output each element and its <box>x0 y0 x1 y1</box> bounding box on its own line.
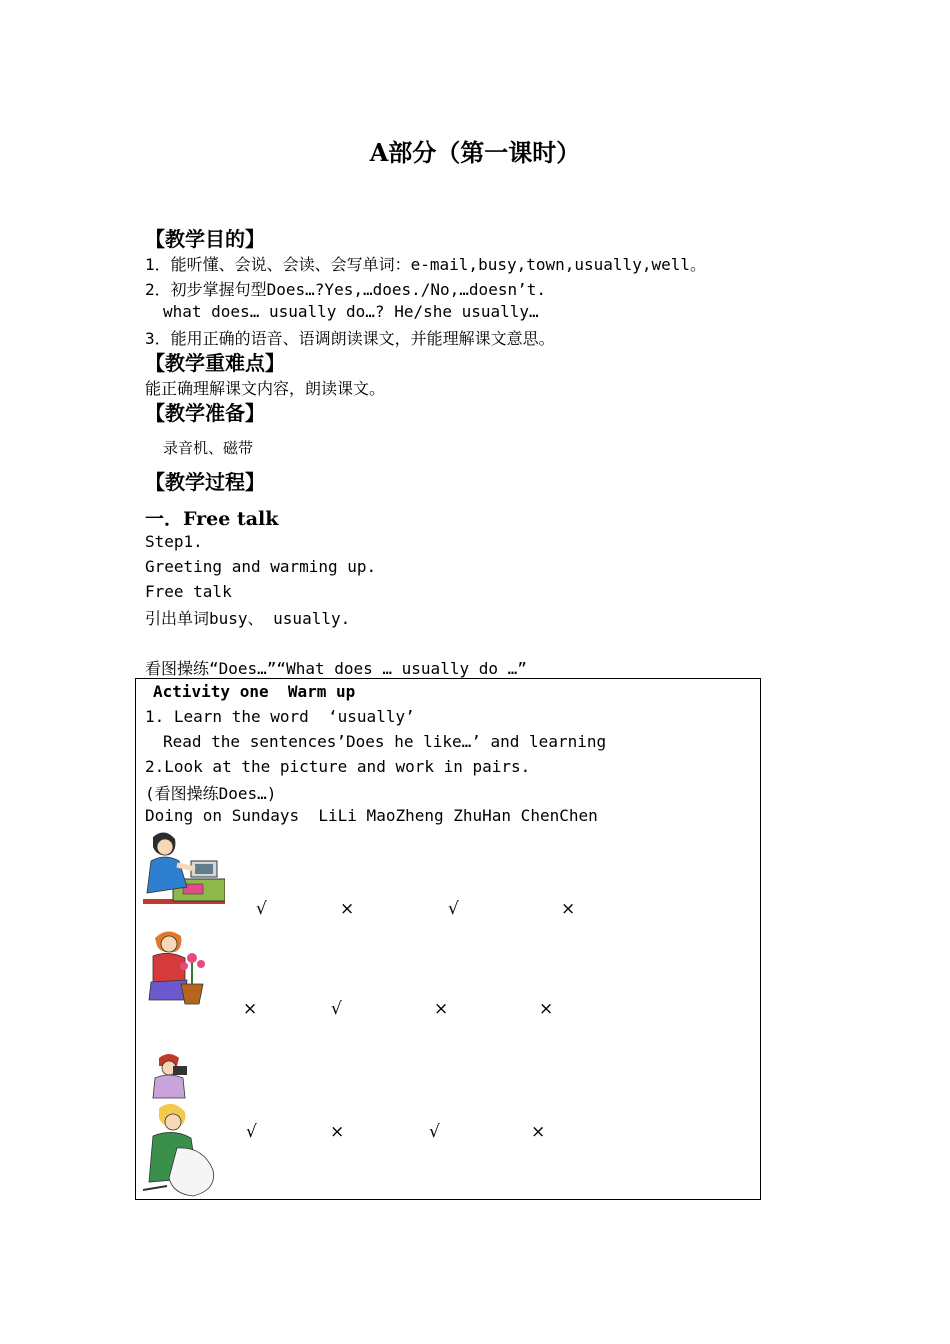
activity-line-4: (看图操练Does…) <box>145 784 277 803</box>
objective-line-2: 2．初步掌握句型Does…?Yes,…does./No,…doesn’t. <box>145 280 546 299</box>
objective-line-2b: what does… usually do…? He/she usually… <box>163 302 539 321</box>
process-line-4: 引出单词busy、 usually. <box>145 609 351 628</box>
row3-lili-mark: √ <box>246 1122 257 1142</box>
row1-chenchen-mark: × <box>561 899 576 919</box>
key-points-heading: 【教学重难点】 <box>145 351 285 375</box>
process-subheading: 一．Free talk <box>145 508 279 530</box>
process-line-3: Free talk <box>145 582 232 601</box>
objectives-heading: 【教学目的】 <box>145 227 265 251</box>
preparation-text: 录音机、磁带 <box>163 439 254 457</box>
computer-girl-illustration <box>143 829 225 907</box>
row3-zhuhan-mark: √ <box>429 1122 440 1142</box>
key-points-text: 能正确理解课文内容，朗读课文。 <box>145 379 386 398</box>
row3-chenchen-mark: × <box>531 1122 546 1142</box>
process-line-2: Greeting and warming up. <box>145 557 377 576</box>
photo-sewing-illustration <box>143 1050 219 1200</box>
gardening-boy-illustration <box>145 928 215 1006</box>
row2-lili-mark: × <box>243 999 258 1019</box>
activity-line-5: Doing on Sundays LiLi MaoZheng ZhuHan ChenChen <box>145 806 598 825</box>
row1-maozheng-mark: × <box>340 899 355 919</box>
process-line-5: 看图操练“Does…”“What does … usually do …” <box>145 659 527 678</box>
row1-lili-mark: √ <box>256 899 267 919</box>
row2-maozheng-mark: √ <box>331 999 342 1019</box>
activity-line-1: 1. Learn the word ‘usually’ <box>145 707 415 726</box>
process-heading: 【教学过程】 <box>145 470 265 494</box>
process-line-1: Step1. <box>145 532 203 551</box>
activity-title: Activity one Warm up <box>153 682 356 701</box>
row2-chenchen-mark: × <box>539 999 554 1019</box>
activity-line-3: 2.Look at the picture and work in pairs. <box>145 757 531 776</box>
objective-line-1: 1．能听懂、会说、会读、会写单词：e-mail,busy,town,usually,well。 <box>145 255 706 274</box>
page-title: A部分（第一课时） <box>369 138 581 167</box>
row3-maozheng-mark: × <box>330 1122 345 1142</box>
activity-line-2: Read the sentences’Does he like…’ and learning <box>163 732 607 751</box>
row1-zhuhan-mark: √ <box>448 899 459 919</box>
row2-zhuhan-mark: × <box>434 999 449 1019</box>
preparation-heading: 【教学准备】 <box>145 401 265 425</box>
objective-line-3: 3．能用正确的语音、语调朗读课文，并能理解课文意思。 <box>145 329 555 348</box>
